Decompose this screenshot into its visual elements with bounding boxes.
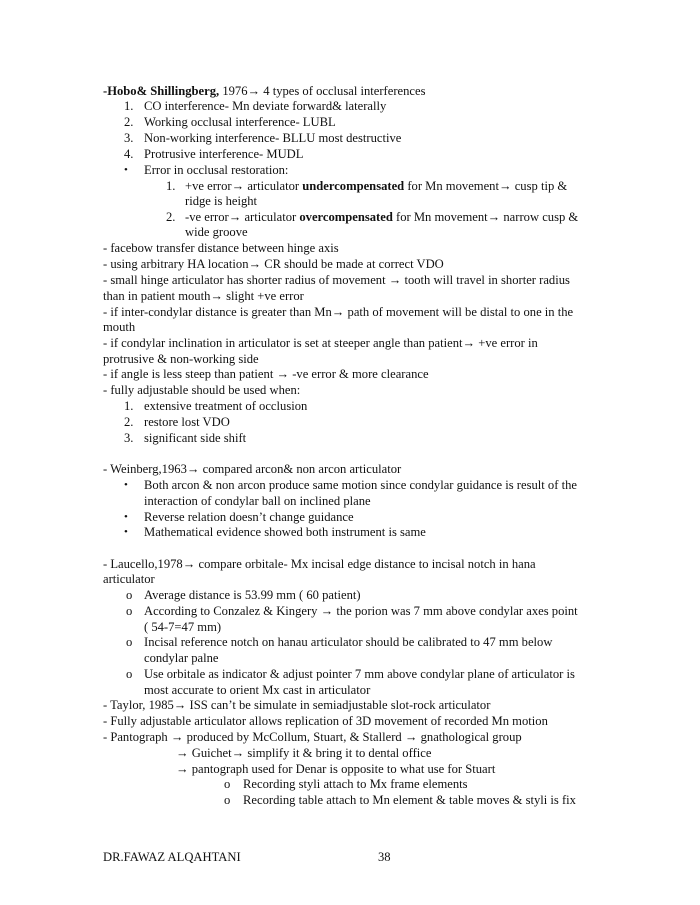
text-span: - facebow transfer distance between hinge axis	[103, 241, 339, 255]
line-text	[144, 114, 336, 130]
text-span: Non-working interference- BLLU most destructive	[144, 131, 402, 145]
line-text	[103, 461, 401, 477]
circle-bullet-marker: o	[126, 588, 133, 602]
line-text	[144, 146, 303, 162]
list-number: 1.	[124, 99, 134, 113]
text-span: mouth	[103, 320, 136, 334]
text-span: - if inter-condylar distance is greater than Mn→ path of movement will be distal to one in the	[103, 305, 574, 319]
text-span: - Laucello,1978→ compare orbitale- Mx incisal edge distance to incisal notch in hana	[103, 557, 536, 571]
bullet-marker: •	[124, 511, 128, 523]
text-span: for Mn movement→ narrow cusp &	[392, 210, 579, 224]
line-text	[144, 509, 354, 525]
line-text	[185, 224, 248, 240]
line-text	[103, 83, 426, 99]
text-span: articulator	[103, 572, 155, 586]
line-text	[144, 414, 230, 430]
text-span: Protrusive interference- MUDL	[144, 147, 304, 161]
line-text	[103, 304, 573, 320]
text-span: ridge is height	[185, 194, 258, 208]
line-text	[103, 256, 444, 272]
bold-text: overcompensated	[299, 210, 393, 224]
text-span: → pantograph used for Denar is opposite to what use for Stuart	[176, 762, 496, 776]
line-text	[144, 587, 361, 603]
text-span: - fully adjustable should be used when:	[103, 383, 301, 397]
text-span: -ve error→ articulator	[185, 210, 300, 224]
text-span: Recording styli attach to Mx frame elements	[243, 777, 468, 791]
text-span: for Mn movement→ cusp tip &	[404, 179, 568, 193]
list-number: 4.	[124, 147, 134, 161]
text-span: Error in occlusal restoration:	[144, 163, 289, 177]
bullet-marker: •	[124, 479, 128, 491]
footer-author: DR.FAWAZ ALQAHTANI	[103, 850, 241, 864]
text-span: Average distance is 53.99 mm ( 60 patient)	[144, 588, 361, 602]
line-text	[144, 650, 218, 666]
text-span: Recording table attach to Mn element & table moves & styli is fix	[243, 793, 576, 807]
line-text	[103, 697, 490, 713]
line-text	[144, 98, 386, 114]
line-text	[144, 430, 246, 446]
line-text	[103, 335, 538, 351]
list-number: 2.	[124, 415, 134, 429]
text-span: → Guichet→ simplify it & bring it to dental office	[176, 746, 432, 760]
line-text	[185, 209, 578, 225]
line-text	[103, 319, 135, 335]
line-text	[103, 288, 304, 304]
line-text	[103, 382, 300, 398]
line-text	[103, 272, 570, 288]
text-span: Both arcon & non arcon produce same motion since condylar guidance is result of the	[144, 478, 577, 492]
text-span: - Pantograph → produced by McCollum, Stuart, & Stallerd → gnathological group	[103, 730, 522, 744]
line-text	[103, 571, 155, 587]
line-text	[144, 666, 575, 682]
bullet-marker: •	[124, 526, 128, 538]
text-span: restore lost VDO	[144, 415, 230, 429]
list-number: 2.	[124, 115, 134, 129]
text-span: - Taylor, 1985→ ISS can’t be simulate in semiadjustable slot-rock articulator	[103, 698, 491, 712]
line-text	[144, 493, 371, 509]
text-span: significant side shift	[144, 431, 247, 445]
line-text	[144, 524, 426, 540]
line-text	[103, 366, 429, 382]
text-span: - Weinberg,1963→ compared arcon& non arcon articulator	[103, 462, 402, 476]
circle-bullet-marker: o	[126, 667, 133, 681]
list-number: 2.	[166, 210, 176, 224]
line-text	[144, 130, 401, 146]
text-span: most accurate to orient Mx cast in articulator	[144, 683, 371, 697]
text-span: According to Conzalez & Kingery → the porion was 7 mm above condylar axes point	[144, 604, 578, 618]
text-span: - using arbitrary HA location→ CR should be made at correct VDO	[103, 257, 444, 271]
text-span: - small hinge articulator has shorter radius of movement → tooth will travel in shorter radius	[103, 273, 570, 287]
bold-text: undercompensated	[302, 179, 405, 193]
text-span: Mathematical evidence showed both instrument is same	[144, 525, 426, 539]
line-text	[243, 792, 576, 808]
text-span: Working occlusal interference- LUBL	[144, 115, 336, 129]
line-text	[144, 398, 307, 414]
line-text	[144, 619, 221, 635]
bold-text: -Hobo& Shillingberg,	[103, 84, 220, 98]
circle-bullet-marker: o	[126, 635, 133, 649]
line-text	[144, 634, 552, 650]
line-text	[176, 761, 495, 777]
text-span: condylar palne	[144, 651, 219, 665]
footer-page-number: 38	[378, 850, 391, 864]
line-text	[185, 178, 567, 194]
line-text	[144, 162, 288, 178]
circle-bullet-marker: o	[224, 793, 231, 807]
line-text	[144, 603, 578, 619]
line-text	[103, 351, 259, 367]
text-span: extensive treatment of occlusion	[144, 399, 308, 413]
line-text	[185, 193, 257, 209]
text-span: Reverse relation doesn’t change guidance	[144, 510, 354, 524]
text-span: +ve error→ articulator	[185, 179, 303, 193]
list-number: 1.	[166, 179, 176, 193]
text-span: Use orbitale as indicator & adjust pointer 7 mm above condylar plane of articulator is	[144, 667, 575, 681]
line-text	[103, 729, 522, 745]
line-text	[103, 556, 536, 572]
line-text	[243, 776, 468, 792]
bullet-marker: •	[124, 164, 128, 176]
text-span: CO interference- Mn deviate forward& laterally	[144, 99, 387, 113]
text-span: - if angle is less steep than patient → -ve error & more clearance	[103, 367, 429, 381]
text-span: interaction of condylar ball on inclined plane	[144, 494, 371, 508]
text-span: 1976→ 4 types of occlusal interferences	[219, 84, 426, 98]
line-text	[144, 682, 370, 698]
list-number: 3.	[124, 431, 134, 445]
text-span: wide groove	[185, 225, 248, 239]
list-number: 3.	[124, 131, 134, 145]
text-span: than in patient mouth→ slight +ve error	[103, 289, 304, 303]
text-span: ( 54-7=47 mm)	[144, 620, 222, 634]
line-text	[144, 477, 577, 493]
text-span: Incisal reference notch on hanau articulator should be calibrated to 47 mm below	[144, 635, 553, 649]
circle-bullet-marker: o	[126, 604, 133, 618]
line-text	[103, 240, 339, 256]
list-number: 1.	[124, 399, 134, 413]
line-text	[176, 745, 431, 761]
text-span: - Fully adjustable articulator allows replication of 3D movement of recorded Mn motion	[103, 714, 548, 728]
circle-bullet-marker: o	[224, 777, 231, 791]
line-text	[103, 713, 548, 729]
text-span: protrusive & non-working side	[103, 352, 259, 366]
text-span: - if condylar inclination in articulator is set at steeper angle than patient→ +ve error in	[103, 336, 538, 350]
